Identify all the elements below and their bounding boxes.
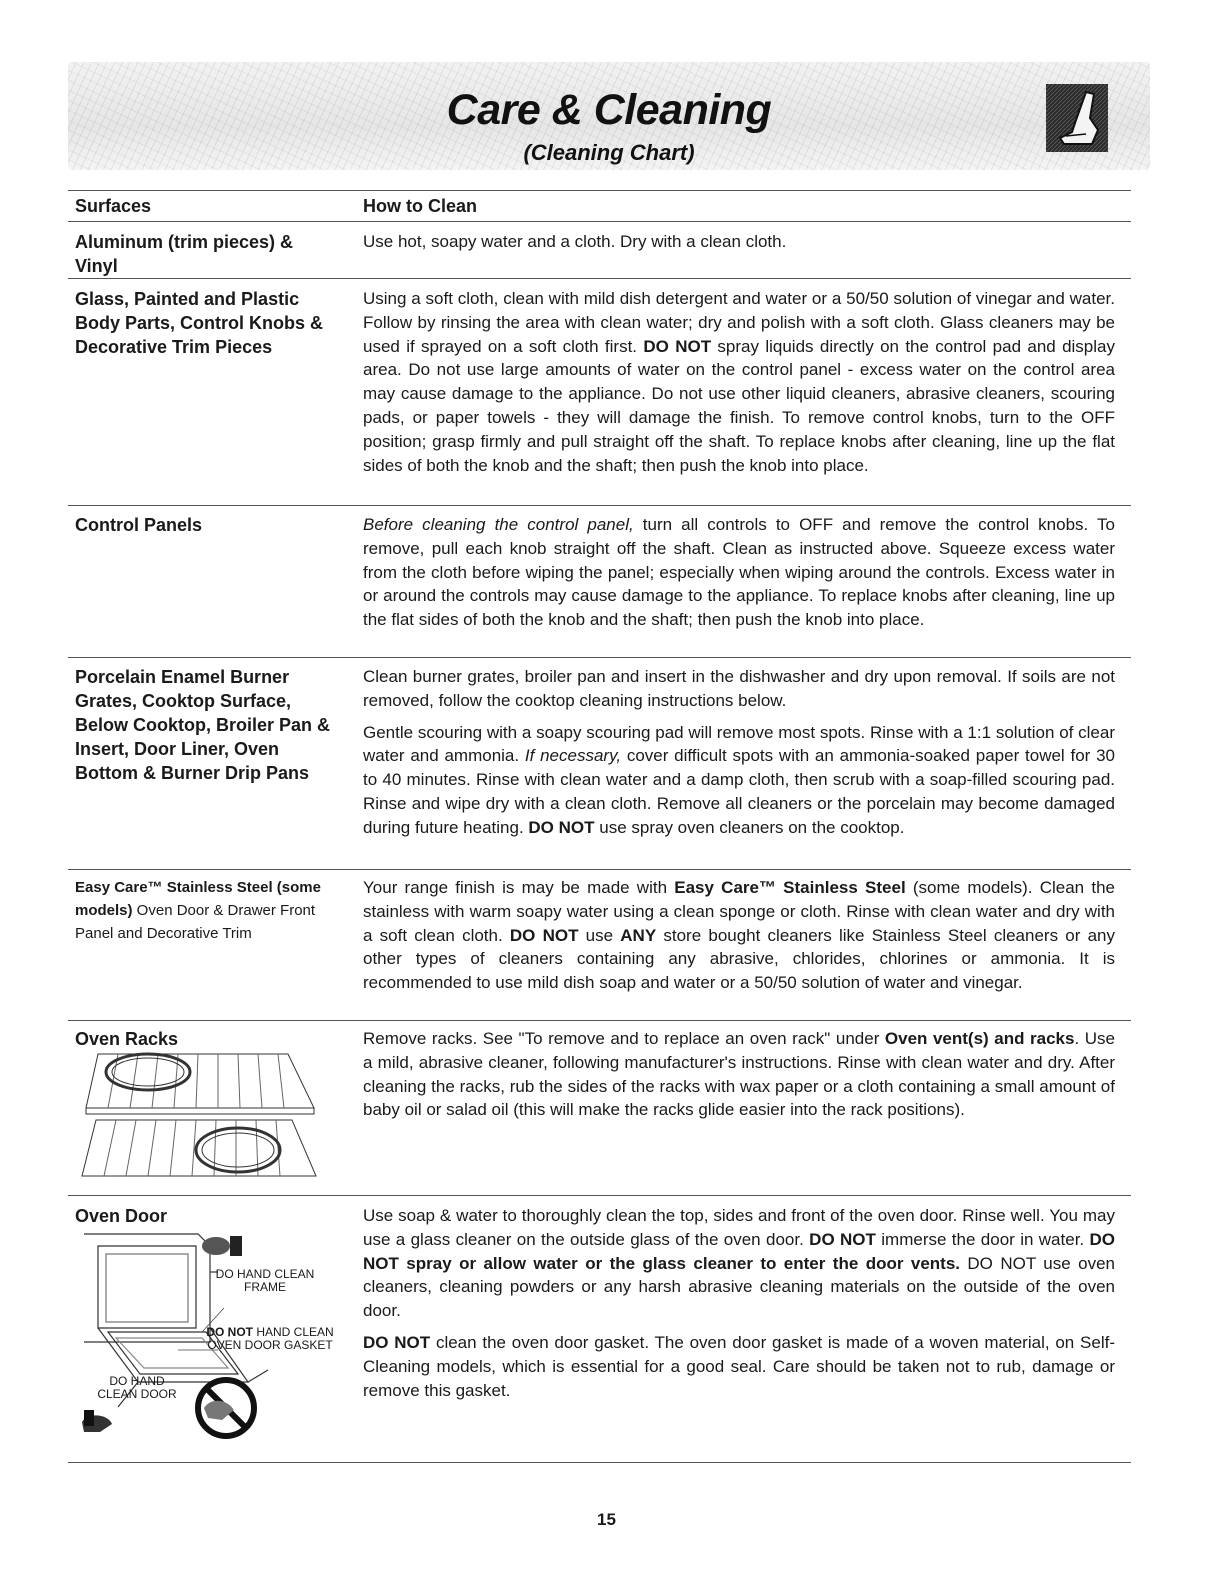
warning-text: DO NOT spray or allow water or the glass cleaner to enter the door vents. [363,1229,1115,1273]
warning-text: DO NOT [363,1332,431,1352]
row-divider [68,278,1131,279]
header-rule [68,221,1131,222]
howto-stainless-steel [363,876,1115,995]
warning-text: DO NOT [528,817,595,837]
figure-label-do-hand-clean-door: DO HAND CLEAN DOOR [97,1374,177,1401]
table-bottom-rule [68,1462,1131,1463]
howto-text: turn all controls to OFF and remove the control knobs. To remove, pull each knob straight off the shaft. Clean as instructed above. Squeeze excess water from the cloth before wiping the panel; especially when wiping around the controls. Excess water in or around the controls may cause damage to the appliance. To replace knobs after cleaning, line up the flat sides of both the knob and the shaft; then push the knob into place. [363,515,1115,630]
figure-label-do-not-hand-clean-gasket [205,1326,335,1352]
surface-detail: Oven Door & Drawer Front Panel and Decorative Trim [75,902,316,942]
howto-text: Remove racks. See "To remove and to replace an oven rack" under [363,1029,885,1048]
howto-italic-text: Before cleaning the control panel, [363,515,634,534]
howto-text: DO NOT use oven cleaners, cleaning powders or any harsh abrasive cleaning materials on the outside of the oven door. [363,1253,1115,1321]
howto-aluminum-vinyl [363,230,1115,254]
warning-text: DO NOT [643,336,712,356]
howto-text: (some models). Clean the stainless with warm soapy water using a clean sponge or cloth. Rinse with clean water and dry with a soft clean cloth. [363,878,1115,945]
howto-text: immerse the door in water. [875,1229,1090,1249]
surface-glass-painted-plastic: Glass, Painted and Plastic Body Parts, Control Knobs & Decorative Trim Pieces [75,289,324,357]
product-name: Easy Care™ Stainless Steel [674,878,906,897]
howto-text: Using a soft cloth, clean with mild dish detergent and water or a 50/50 solution of vinegar and water. Follow by rinsing the area with clean water; dry and polish with a soft cloth. Glass cleaners may be used if sprayed on a soft cloth first. [363,289,1115,356]
surface-oven-racks: Oven Racks [75,1029,179,1049]
surface-porcelain-enamel: Porcelain Enamel Burner Grates, Cooktop Surface, Below Cooktop, Broiler Pan & Insert, Door Liner, Oven Bottom & Burner Drip Pans [75,667,331,783]
howto-text: Gentle scouring with a soapy scouring pad will remove most spots. Rinse with a 1:1 solution of clear water and ammonia. [363,722,1115,766]
howto-text: spray liquids directly on the control pad and display area. Do not use large amounts of water on the control panel - excess water on the control area may cause damage to the appliance. Do not use other liquid cleaners, abrasive cleaners, scouring pads, or paper towels - they will damage the finish. To remove control knobs, turn to the OFF position; grasp firmly and pull straight off the shaft. To replace knobs after cleaning, line up the flat sides of both the knob and the shaft; then push the knob into place. [363,336,1115,475]
oven-racks-illustration [78,1050,318,1182]
row-divider [68,505,1131,506]
warning-text: ANY [620,925,657,945]
howto-oven-racks [363,1027,1115,1122]
header-banner [68,62,1150,170]
row-divider [68,1020,1131,1021]
howto-oven-door [363,1204,1115,1402]
warning-text: DO NOT [206,1325,253,1339]
howto-glass-painted-plastic [363,287,1115,477]
page-subtitle: (Cleaning Chart) [523,140,695,165]
table-top-rule [68,190,1131,191]
howto-control-panels [363,513,1115,632]
row-divider [68,869,1131,870]
column-header-how-to-clean: How to Clean [363,196,478,216]
howto-text: . Use a mild, abrasive cleaner, following manufacturer's instructions. Rinse with clean water and dry. After cleaning the racks, rub the sides of the racks with wax paper or a cloth containing a small amount of baby oil or salad oil (this will make the racks glide easier into the rack positions). [363,1029,1115,1120]
howto-text: Use soap & water to thoroughly clean the top, sides and front of the oven door. Rinse well. You may use a glass cleaner on the outside glass of the oven door. [363,1206,1115,1249]
howto-text: cover difficult spots with an ammonia-soaked paper towel for 30 to 40 minutes. Rinse with clean water and a damp cloth, then scrub with a soap-filled scouring pad. Rinse and wipe dry with a clean cloth. Remove all cleaners or the porcelain may become damaged during future heating. [363,746,1115,837]
surface-title: Easy Care™ Stainless Steel (some models) [75,879,321,919]
column-header-surfaces: Surfaces [75,196,152,216]
row-divider [68,1195,1131,1196]
cleaning-glove-icon [1046,84,1108,152]
page-number: 15 [597,1510,616,1529]
row-divider [68,657,1131,658]
surface-oven-door: Oven Door [75,1206,168,1226]
figure-label-do-hand-clean-frame: DO HAND CLEAN FRAME [215,1267,315,1294]
howto-text: store bought cleaners like Stainless Steel cleaners or any other types of cleaners containing any abrasive, chlorides, chlorines or ammonia. It is recommended to use mild dish soap and water or a 50/50 solution of water and vinegar. [363,925,1115,993]
howto-text: use [578,925,621,945]
surface-aluminum-vinyl: Aluminum (trim pieces) & Vinyl [75,232,294,276]
section-reference: Oven vent(s) and racks [884,1029,1075,1048]
surface-control-panels: Control Panels [75,515,203,535]
howto-text: Your range finish is may be made with [363,878,675,897]
warning-text: DO NOT [809,1229,876,1249]
surface-stainless-steel [75,876,340,945]
howto-text: Use hot, soapy water and a cloth. Dry with a clean cloth. [363,232,787,251]
page-title: Care & Cleaning [446,86,772,134]
warning-text: DO NOT [509,925,579,945]
howto-paragraph: Clean burner grates, broiler pan and insert in the dishwasher and dry upon removal. If soils are not removed, follow the cooktop cleaning instructions below. [363,667,1115,710]
howto-porcelain-enamel [363,665,1115,840]
howto-text: clean the oven door gasket. The oven door gasket is made of a woven material, on Self-Cleaning models, which is essential for a good seal. Care should be taken not to rub, damage or remove this gasket. [363,1332,1115,1400]
figure-label-text: HAND CLEAN OVEN DOOR GASKET [207,1325,334,1352]
howto-italic-text: If necessary, [524,746,622,766]
howto-text: use spray oven cleaners on the cooktop. [594,817,905,837]
